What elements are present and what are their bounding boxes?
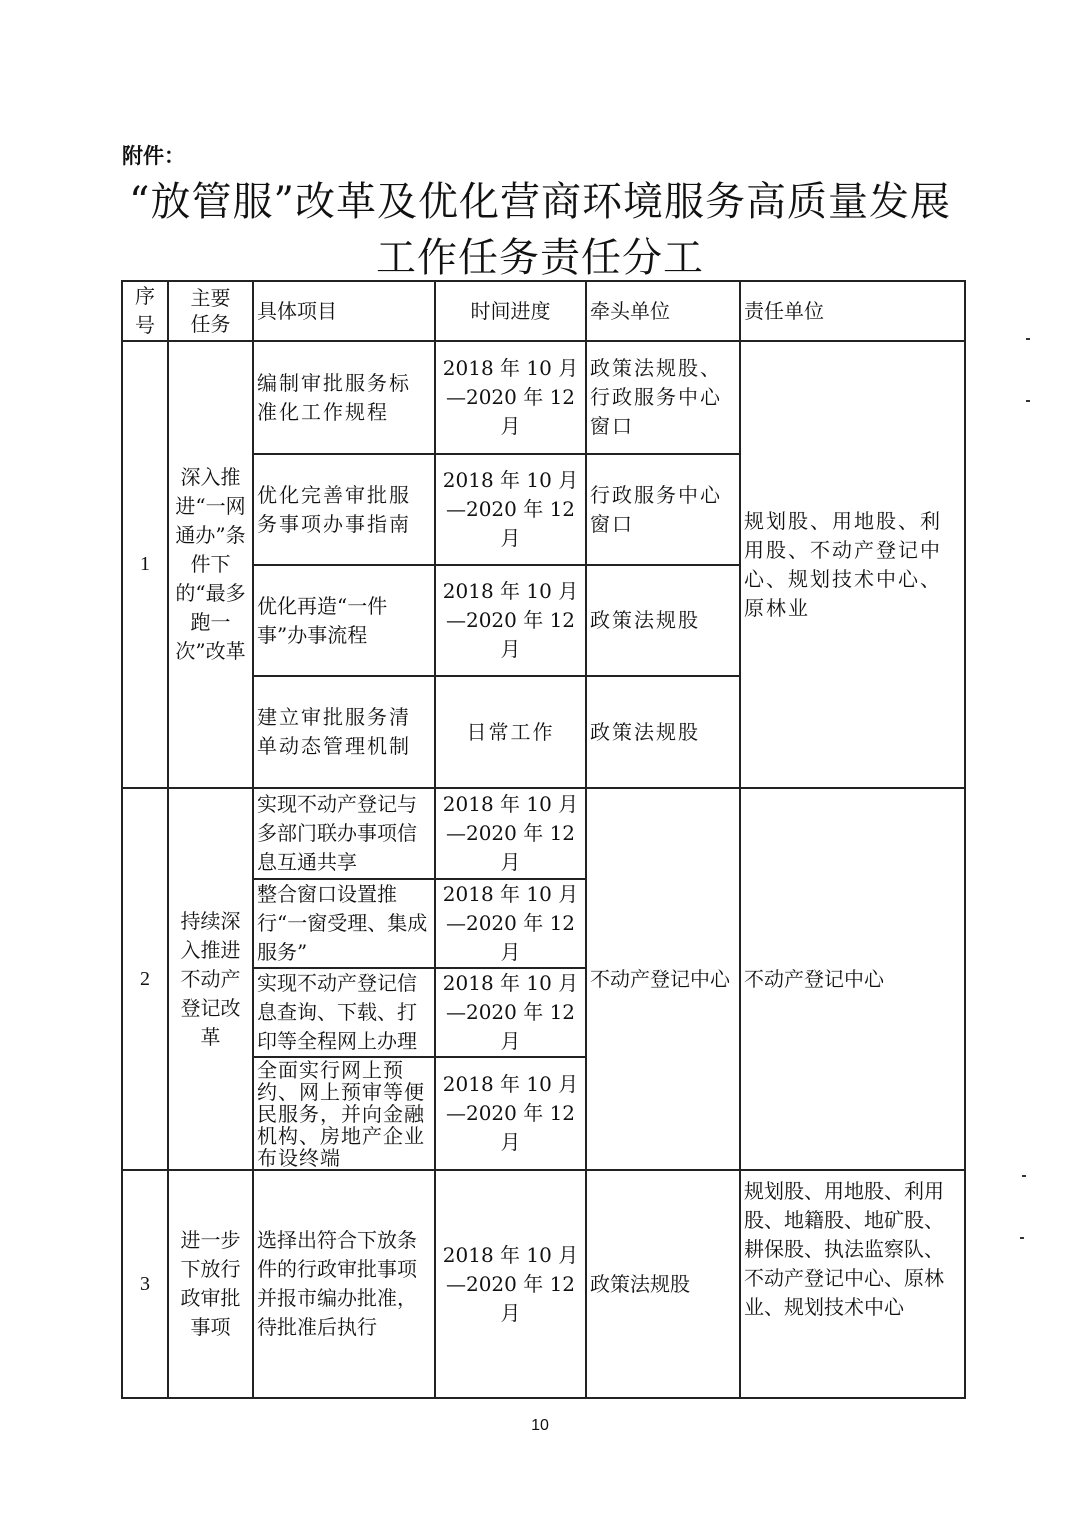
task-2-item-3: 实现不动产登记信息查询、下载、打印等全程网上办理 (253, 968, 435, 1057)
table-row (122, 1170, 965, 1398)
scan-speck (1022, 1175, 1026, 1177)
task-1-item-4-lead: 政策法规股 (586, 676, 740, 788)
task-2-seq: 2 (122, 788, 168, 1170)
task-2-main-task: 持续深入推进不动产登记改革 (168, 788, 253, 1170)
task-1-item-2-schedule: 2018 年 10 月—2020 年 12 月 (435, 454, 586, 565)
task-1-item-1-lead: 政策法规股、行政服务中心窗口 (586, 341, 740, 454)
header-responsible: 责任单位 (740, 281, 965, 341)
attachment-label: 附件： (122, 144, 185, 168)
task-1-item-1: 编制审批服务标准化工作规程 (253, 341, 435, 454)
scan-speck (1026, 400, 1030, 402)
task-3-seq: 3 (122, 1170, 168, 1398)
task-3-responsible: 规划股、用地股、利用股、地籍股、地矿股、耕保股、执法监察队、不动产登记中心、原林业、规划技术中心 (740, 1170, 965, 1398)
task-1-seq: 1 (122, 341, 168, 788)
responsibility-table (121, 280, 966, 1399)
task-2-item-1: 实现不动产登记与多部门联办事项信息互通共享 (253, 788, 435, 879)
task-2-item-3-schedule: 2018 年 10 月—2020 年 12 月 (435, 968, 586, 1057)
task-3-item-1-schedule: 2018 年 10 月—2020 年 12 月 (435, 1170, 586, 1398)
header-schedule: 时间进度 (435, 281, 586, 341)
task-2-item-1-schedule: 2018 年 10 月—2020 年 12 月 (435, 788, 586, 879)
task-2-item-2-schedule: 2018 年 10 月—2020 年 12 月 (435, 879, 586, 968)
task-1-item-3: 优化再造“一件事”办事流程 (253, 565, 435, 676)
header-seq: 序号 (122, 281, 168, 341)
task-1-item-3-lead: 政策法规股 (586, 565, 740, 676)
task-2-lead: 不动产登记中心 (586, 788, 740, 1170)
task-2-item-2: 整合窗口设置推行“一窗受理、集成服务” (253, 879, 435, 968)
task-1-responsible: 规划股、用地股、利用股、不动产登记中心、规划技术中心、原林业 (740, 341, 965, 788)
header-item: 具体项目 (253, 281, 435, 341)
header-task: 主要 任务 (168, 281, 253, 341)
table-row (122, 788, 965, 879)
task-2-responsible: 不动产登记中心 (740, 788, 965, 1170)
task-1-item-4: 建立审批服务清单动态管理机制 (253, 676, 435, 788)
task-1-item-2-lead: 行政服务中心窗口 (586, 454, 740, 565)
task-3-item-1: 选择出符合下放条件的行政审批事项并报市编办批准，待批准后执行 (253, 1170, 435, 1398)
task-2-item-4: 全面实行网上预约、网上预审等便民服务，并向金融机构、房地产企业布设终端 (253, 1057, 435, 1170)
task-3-main-task: 进一步下放行政审批事项 (168, 1170, 253, 1398)
table-header-row (122, 281, 965, 341)
task-2-item-4-schedule: 2018 年 10 月—2020 年 12 月 (435, 1057, 586, 1170)
scan-speck (1020, 1237, 1024, 1239)
table-row (122, 341, 965, 454)
task-1-main-task: 深入推进“一网通办”条件下的“最多跑一次”改革 (168, 341, 253, 788)
document-title-line-1: “放管服”改革及优化营商环境服务高质量发展 (129, 179, 951, 225)
task-1-item-3-schedule: 2018 年 10 月—2020 年 12 月 (435, 565, 586, 676)
task-1-item-2: 优化完善审批服务事项办事指南 (253, 454, 435, 565)
task-1-item-1-schedule: 2018 年 10 月—2020 年 12 月 (435, 341, 586, 454)
page-number: 10 (531, 1417, 549, 1434)
task-1-item-4-schedule: 日常工作 (435, 676, 586, 788)
header-lead: 牵头单位 (586, 281, 740, 341)
scan-speck (1026, 338, 1030, 340)
task-3-item-1-lead: 政策法规股 (586, 1170, 740, 1398)
document-title-line-2: 工作任务责任分工 (376, 235, 704, 281)
